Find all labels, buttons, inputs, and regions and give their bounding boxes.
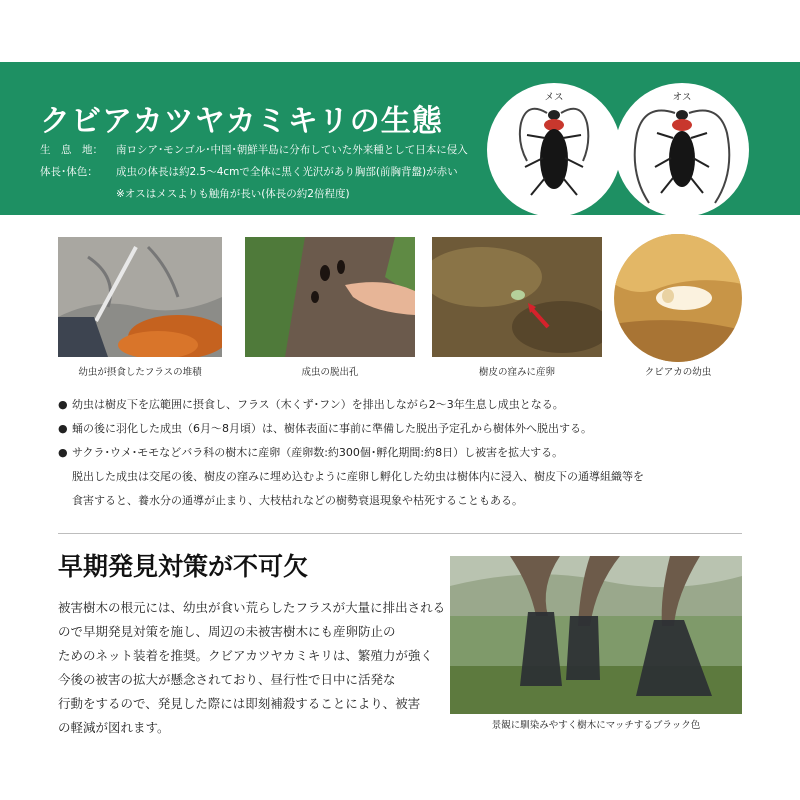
antenna-note: ※オスはメスよりも触角が長い(体長の約2倍程度) [116, 188, 350, 200]
bullet-text: サクラ･ウメ･モモなどバラ科の樹木に産卵（産卵数:約300個･孵化期間:約8日）し被害を拡大する。 [72, 446, 564, 459]
photo-caption-3: 樹皮の窪みに産卵 [478, 367, 555, 378]
female-label: メス [544, 92, 564, 103]
body-line: ためのネット装着を推奨。クビアカツヤカミキリは、繁殖力が強く [58, 648, 433, 663]
bullet-dot-icon: ● [58, 398, 68, 411]
female-beetle-icon [487, 83, 621, 217]
egg-in-bark-photo [432, 237, 602, 357]
size-color-text: 成虫の体長は約2.5～4cmで全体に黒く光沢があり胸部(前胸背盤)が赤い [116, 166, 458, 178]
bullet-text: 蛹の後に羽化した成虫（6月～8月頃）は、樹体表面に事前に準備した脱出予定孔から樹体外へ脱出する。 [72, 422, 592, 435]
bullet-dot-icon: ● [58, 446, 68, 459]
male-beetle-circle [615, 83, 749, 217]
male-label: オス [672, 92, 692, 103]
bullet-dot-icon: ● [58, 422, 68, 435]
size-color-label: 体長･体色： [40, 166, 98, 178]
frass-pile-photo [58, 237, 222, 357]
larva-photo [614, 234, 742, 362]
habitat-text: 南ロシア･モンゴル･中国･朝鮮半島に分布していた外来種として日本に侵入 [116, 144, 468, 156]
size-color-line [40, 164, 458, 179]
bullet-item [58, 444, 563, 460]
exit-hole-photo [245, 237, 415, 357]
bullet-item [58, 420, 592, 436]
bullet-item [58, 396, 564, 412]
photo-caption-4: クビアカの幼虫 [644, 367, 712, 378]
habitat-line [40, 142, 468, 157]
early-detection-title: 早期発見対策が不可欠 [58, 552, 309, 581]
continuation-line: 脱出した成虫は交尾の後、樹皮の窪みに埋め込むように産卵し孵化した幼虫は樹体内に浸入、樹皮下の通導組織等を [72, 470, 644, 483]
female-beetle-circle [487, 83, 621, 217]
body-line: 行動をするので、発見した際には即刻補殺することにより、被害 [58, 696, 421, 711]
body-line: の軽減が図れます。 [58, 720, 170, 735]
habitat-label: 生 息 地： [40, 144, 103, 156]
photo-caption-2: 成虫の脱出孔 [301, 367, 359, 378]
photo-caption-1: 幼虫が摂食したフラスの堆積 [78, 367, 202, 378]
banner-title: クビアカツヤカミキリの生態 [40, 104, 443, 139]
body-line: 被害樹木の根元には、幼虫が食い荒らしたフラスが大量に排出される [58, 600, 446, 615]
tree-net-photo [450, 556, 742, 714]
male-beetle-icon [615, 83, 749, 217]
section-divider [58, 533, 742, 534]
net-photo-caption: 景観に馴染みやすく樹木にマッチするブラック色 [491, 720, 701, 731]
bullet-text: 幼虫は樹皮下を広範囲に摂食し、フラス（木くず･フン）を排出しながら2～3年生息し成虫となる。 [72, 398, 564, 411]
body-line: ので早期発見対策を施し、周辺の未被害樹木にも産卵防止の [58, 624, 396, 639]
continuation-line: 食害すると、養水分の通導が止まり、大枝枯れなどの樹勢衰退現象や枯死することもある。 [72, 494, 523, 507]
body-line: 今後の被害の拡大が懸念されており、昼行性で日中に活発な [58, 672, 396, 687]
